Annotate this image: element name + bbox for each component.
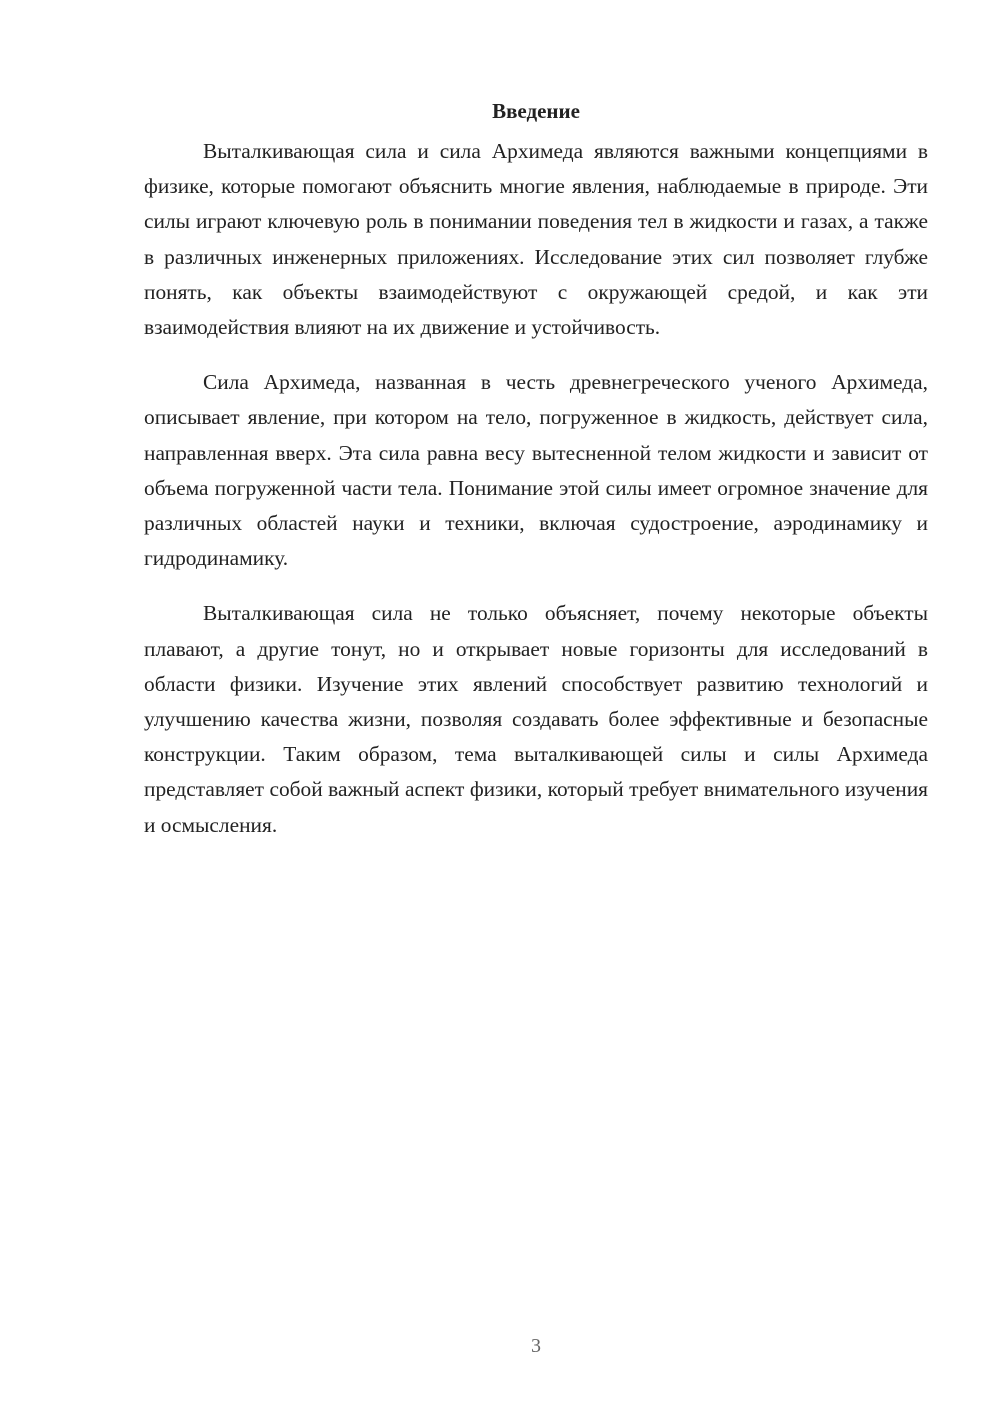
paragraph-3: Выталкивающая сила не только объясняет, почему некоторые объекты плавают, а другие тонут, но и открывает новые горизонты для исследований в области физики. Изучение этих явлений способствует развитию технологий и улучшению качества жизни, позволяя создавать более эффективные и безопасные конструкции. Таким образом, тема выталкивающей силы и силы Архимеда представляет собой важный аспект физики, который требует внимательного изучения и осмысления.	[144, 601, 928, 837]
paragraph-2: Сила Архимеда, названная в честь древнегреческого ученого Архимеда, описывает явление, при котором на тело, погруженное в жидкость, действует сила, направленная вверх. Эта сила равна весу вытесненной телом жидкости и зависит от объема погруженной части тела. Понимание этой силы имеет огромное значение для различных областей науки и техники, включая судостроение, аэродинамику и гидродинамику.	[144, 370, 928, 571]
section-title: Введение	[492, 99, 580, 123]
paragraph-1: Выталкивающая сила и сила Архимеда являются важными концепциями в физике, которые помогают объяснить многие явления, наблюдаемые в природе. Эти силы играют ключевую роль в понимании поведения тел в жидкости и газах, а также в различных инженерных приложениях. Исследование этих сил позволяет глубже понять, как объекты взаимодействуют с окружающей средой, и как эти взаимодействия влияют на их движение и устойчивость.	[144, 139, 928, 340]
page-number: 3	[531, 1335, 541, 1357]
page-content	[144, 96, 928, 863]
